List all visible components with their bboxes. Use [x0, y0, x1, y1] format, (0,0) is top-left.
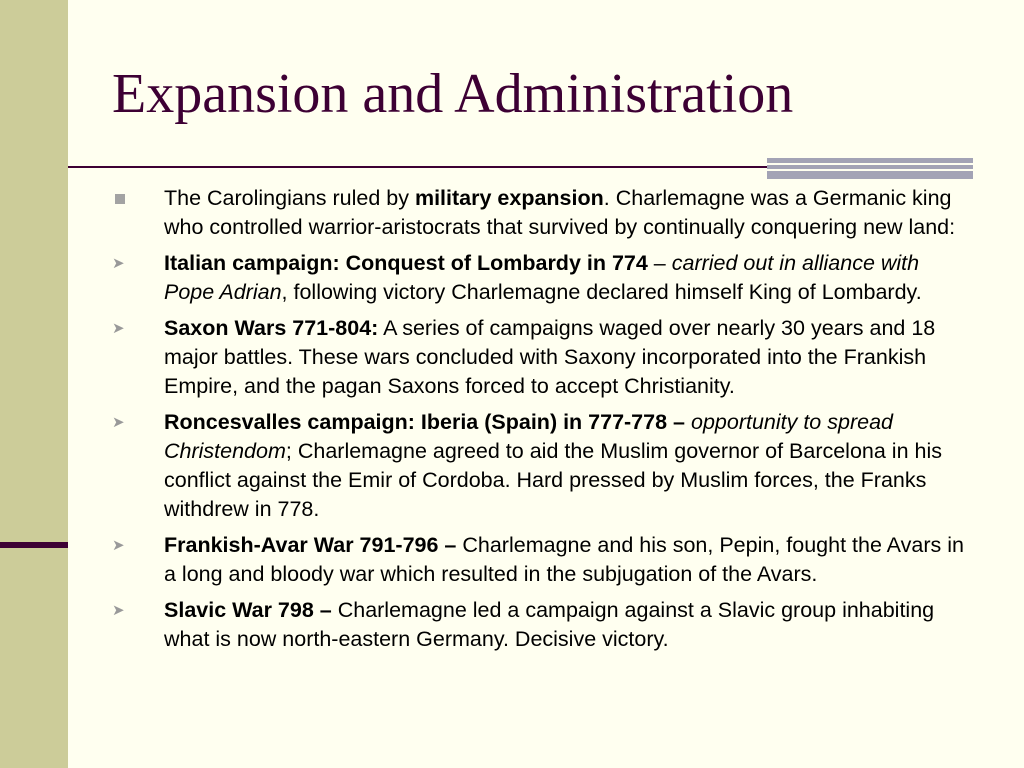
list-item-frankish-avar-war [112, 531, 974, 589]
item-separator: – [647, 251, 672, 275]
arrow-bullet-icon: ➤ [112, 319, 125, 337]
item-heading: Roncesvalles campaign: Iberia (Spain) in 777-778 – [164, 410, 685, 434]
item-text: Charlemagne and his son, Pepin, fought the Avars in a long and bloody war which resulted in the subjugation of the Avars. [164, 533, 964, 586]
list-item-saxon-wars [112, 314, 974, 401]
item-heading: Slavic War 798 – [164, 598, 332, 622]
item-text: , following victory Charlemagne declared himself King of Lombardy. [281, 280, 922, 304]
bullet-list [112, 184, 974, 661]
arrow-bullet-icon: ➤ [112, 536, 125, 554]
decorative-gray-bars [767, 158, 973, 179]
arrow-bullet-icon: ➤ [112, 413, 125, 431]
intro-emphasis: military expansion [414, 186, 604, 210]
list-item-roncesvalles-campaign [112, 408, 974, 524]
arrow-bullet-icon: ➤ [112, 254, 125, 272]
slide-title: Expansion and Administration [112, 63, 794, 125]
intro-text: The Carolingians ruled by [164, 186, 415, 210]
arrow-bullet-icon: ➤ [112, 601, 125, 619]
item-text: A series of campaigns waged over nearly 30 years and 18 major battles. These wars concluded with Saxony incorporated into the Frankish Empire, and the pagan Saxons forced to accept Christianity. [164, 316, 936, 398]
intro-text-continued: . Charlemagne was a Germanic king who controlled warrior-aristocrats that survived by continually conquering new land: [164, 186, 956, 239]
square-bullet-icon [112, 184, 132, 213]
side-accent-bar [0, 542, 68, 548]
item-text: Charlemagne led a campaign against a Slavic group inhabiting what is now north-eastern Germany. Decisive victory. [164, 598, 935, 651]
item-heading: Saxon Wars 771-804: [164, 316, 379, 340]
item-heading: Italian campaign: Conquest of Lombardy in 774 [164, 251, 648, 275]
list-item-slavic-war [112, 596, 974, 654]
item-italic: opportunity to spread Christendom [164, 410, 893, 463]
item-italic: carried out in alliance with Pope Adrian [164, 251, 920, 304]
item-heading: Frankish-Avar War 791-796 – [164, 533, 457, 557]
side-band [0, 0, 68, 768]
item-text: ; Charlemagne agreed to aid the Muslim governor of Barcelona in his conflict against the Emir of Cordoba. Hard pressed by Muslim forces, the Franks withdrew in 778. [164, 439, 942, 521]
title-underline [68, 166, 772, 168]
intro-bullet [112, 184, 974, 242]
list-item-italian-campaign [112, 249, 974, 307]
